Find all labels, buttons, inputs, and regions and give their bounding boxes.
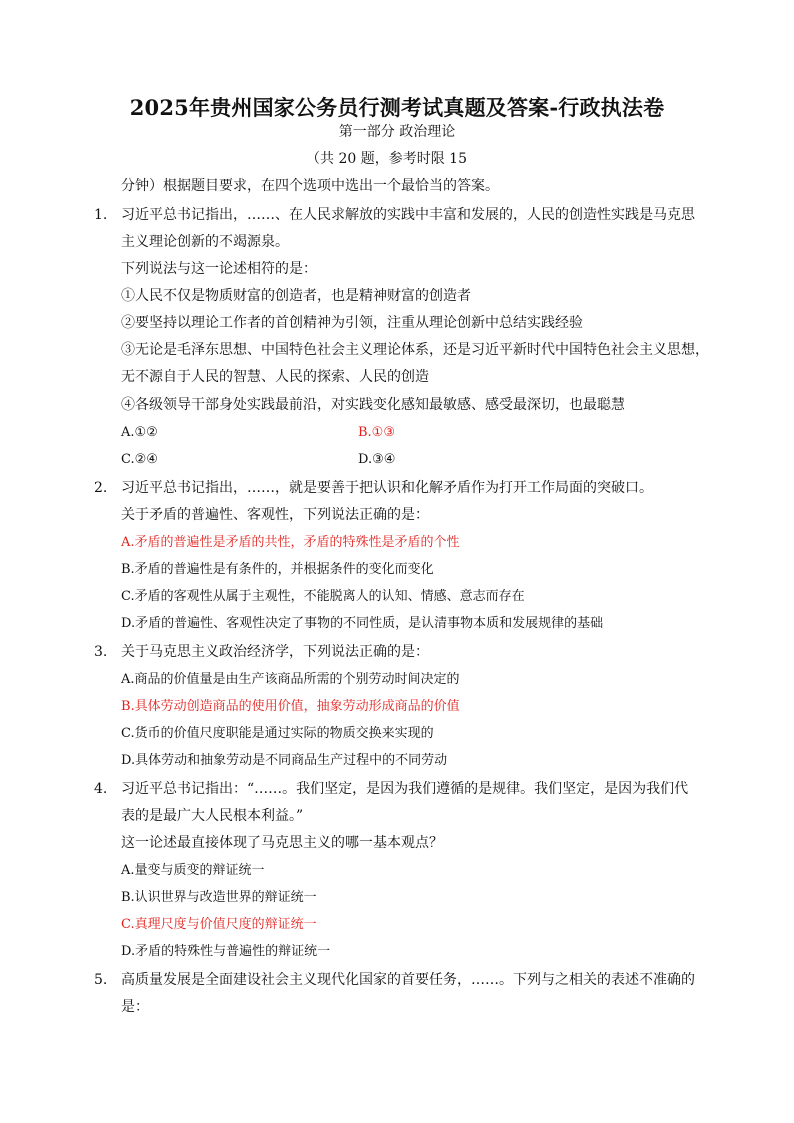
question-stem: 关于马克思主义政治经济学，下列说法正确的是： <box>121 644 429 660</box>
statement: ④各级领导干部身处实践最前沿，对实践变化感知最敏感、感受最深切，也最聪慧 <box>121 397 625 413</box>
question-stem: 习近平总书记指出，……、在人民求解放的实践中丰富和发展的，人民的创造性实践是马克思 <box>121 207 695 223</box>
question-number: 5. <box>94 972 108 988</box>
question-stem: 下列说法与这一论述相符的是： <box>121 261 317 277</box>
question-stem: 是： <box>121 999 149 1015</box>
question-number: 1. <box>94 207 108 223</box>
correct-option: C.真理尺度与价值尺度的辩证统一 <box>121 917 317 932</box>
option: D.矛盾的普遍性、客观性决定了事物的不同性质，是认清事物本质和发展规律的基础 <box>121 616 604 631</box>
question-stem: 表的是最广大人民根本利益。” <box>121 808 304 824</box>
correct-option: B.①③ <box>358 425 395 440</box>
question-stem: 关于矛盾的普遍性、客观性，下列说法正确的是： <box>121 507 429 523</box>
question-stem: 主义理论创新的不竭源泉。 <box>121 234 289 250</box>
question-number: 2. <box>94 480 108 496</box>
statement: ③无论是毛泽东思想、中国特色社会主义理论体系，还是习近平新时代中国特色社会主义思想， <box>121 342 709 358</box>
question-stem: 习近平总书记指出，……，就是要善于把认识和化解矛盾作为打开工作局面的突破口。 <box>121 480 653 496</box>
option: A.量变与质变的辩证统一 <box>121 863 265 878</box>
option: C.货币的价值尺度职能是通过实际的物质交换来实现的 <box>121 726 434 741</box>
section-heading: 第一部分 政治理论 <box>338 124 456 140</box>
correct-option: B.具体劳动创造商品的使用价值，抽象劳动形成商品的价值 <box>121 699 460 714</box>
option: B.认识世界与改造世界的辩证统一 <box>121 890 317 905</box>
option: C.矛盾的客观性从属于主观性，不能脱离人的认知、情感、意志而存在 <box>121 589 525 604</box>
option: D.具体劳动和抽象劳动是不同商品生产过程中的不同劳动 <box>121 753 448 768</box>
correct-option: A.矛盾的普遍性是矛盾的共性，矛盾的特殊性是矛盾的个性 <box>121 535 460 550</box>
statement: ②要坚持以理论工作者的首创精神为引领，注重从理论创新中总结实践经验 <box>121 315 583 331</box>
option: A.商品的价值量是由生产该商品所需的个别劳动时间决定的 <box>121 672 460 687</box>
option: D.③④ <box>358 452 396 467</box>
question-stem: 这一论述最直接体现了马克思主义的哪一基本观点？ <box>121 835 443 851</box>
question-stem: 习近平总书记指出：“……。我们坚定，是因为我们遵循的是规律。我们坚定，是因为我们代 <box>121 781 689 797</box>
statement: 无不源自于人民的智慧、人民的探索、人民的创造 <box>121 369 429 385</box>
question-stem: 高质量发展是全面建设社会主义现代化国家的首要任务，……。下列与之相关的表述不准确的 <box>121 972 695 988</box>
option: B.矛盾的普遍性是有条件的，并根据条件的变化而变化 <box>121 562 434 577</box>
question-number: 3. <box>94 644 108 660</box>
statement: ①人民不仅是物质财富的创造者，也是精神财富的创造者 <box>121 288 471 304</box>
option: D.矛盾的特殊性与普遍性的辩证统一 <box>121 944 331 959</box>
option: C.②④ <box>121 452 158 467</box>
option: A.①② <box>121 425 158 440</box>
document-title: 2025年贵州国家公务员行测考试真题及答案-行政执法卷 <box>129 95 665 120</box>
instruction-line-2: 分钟）根据题目要求，在四个选项中选出一个最恰当的答案。 <box>121 178 499 194</box>
instruction-line-1: （共 20 题，参考时限 15 <box>306 151 467 167</box>
question-number: 4. <box>94 781 108 797</box>
